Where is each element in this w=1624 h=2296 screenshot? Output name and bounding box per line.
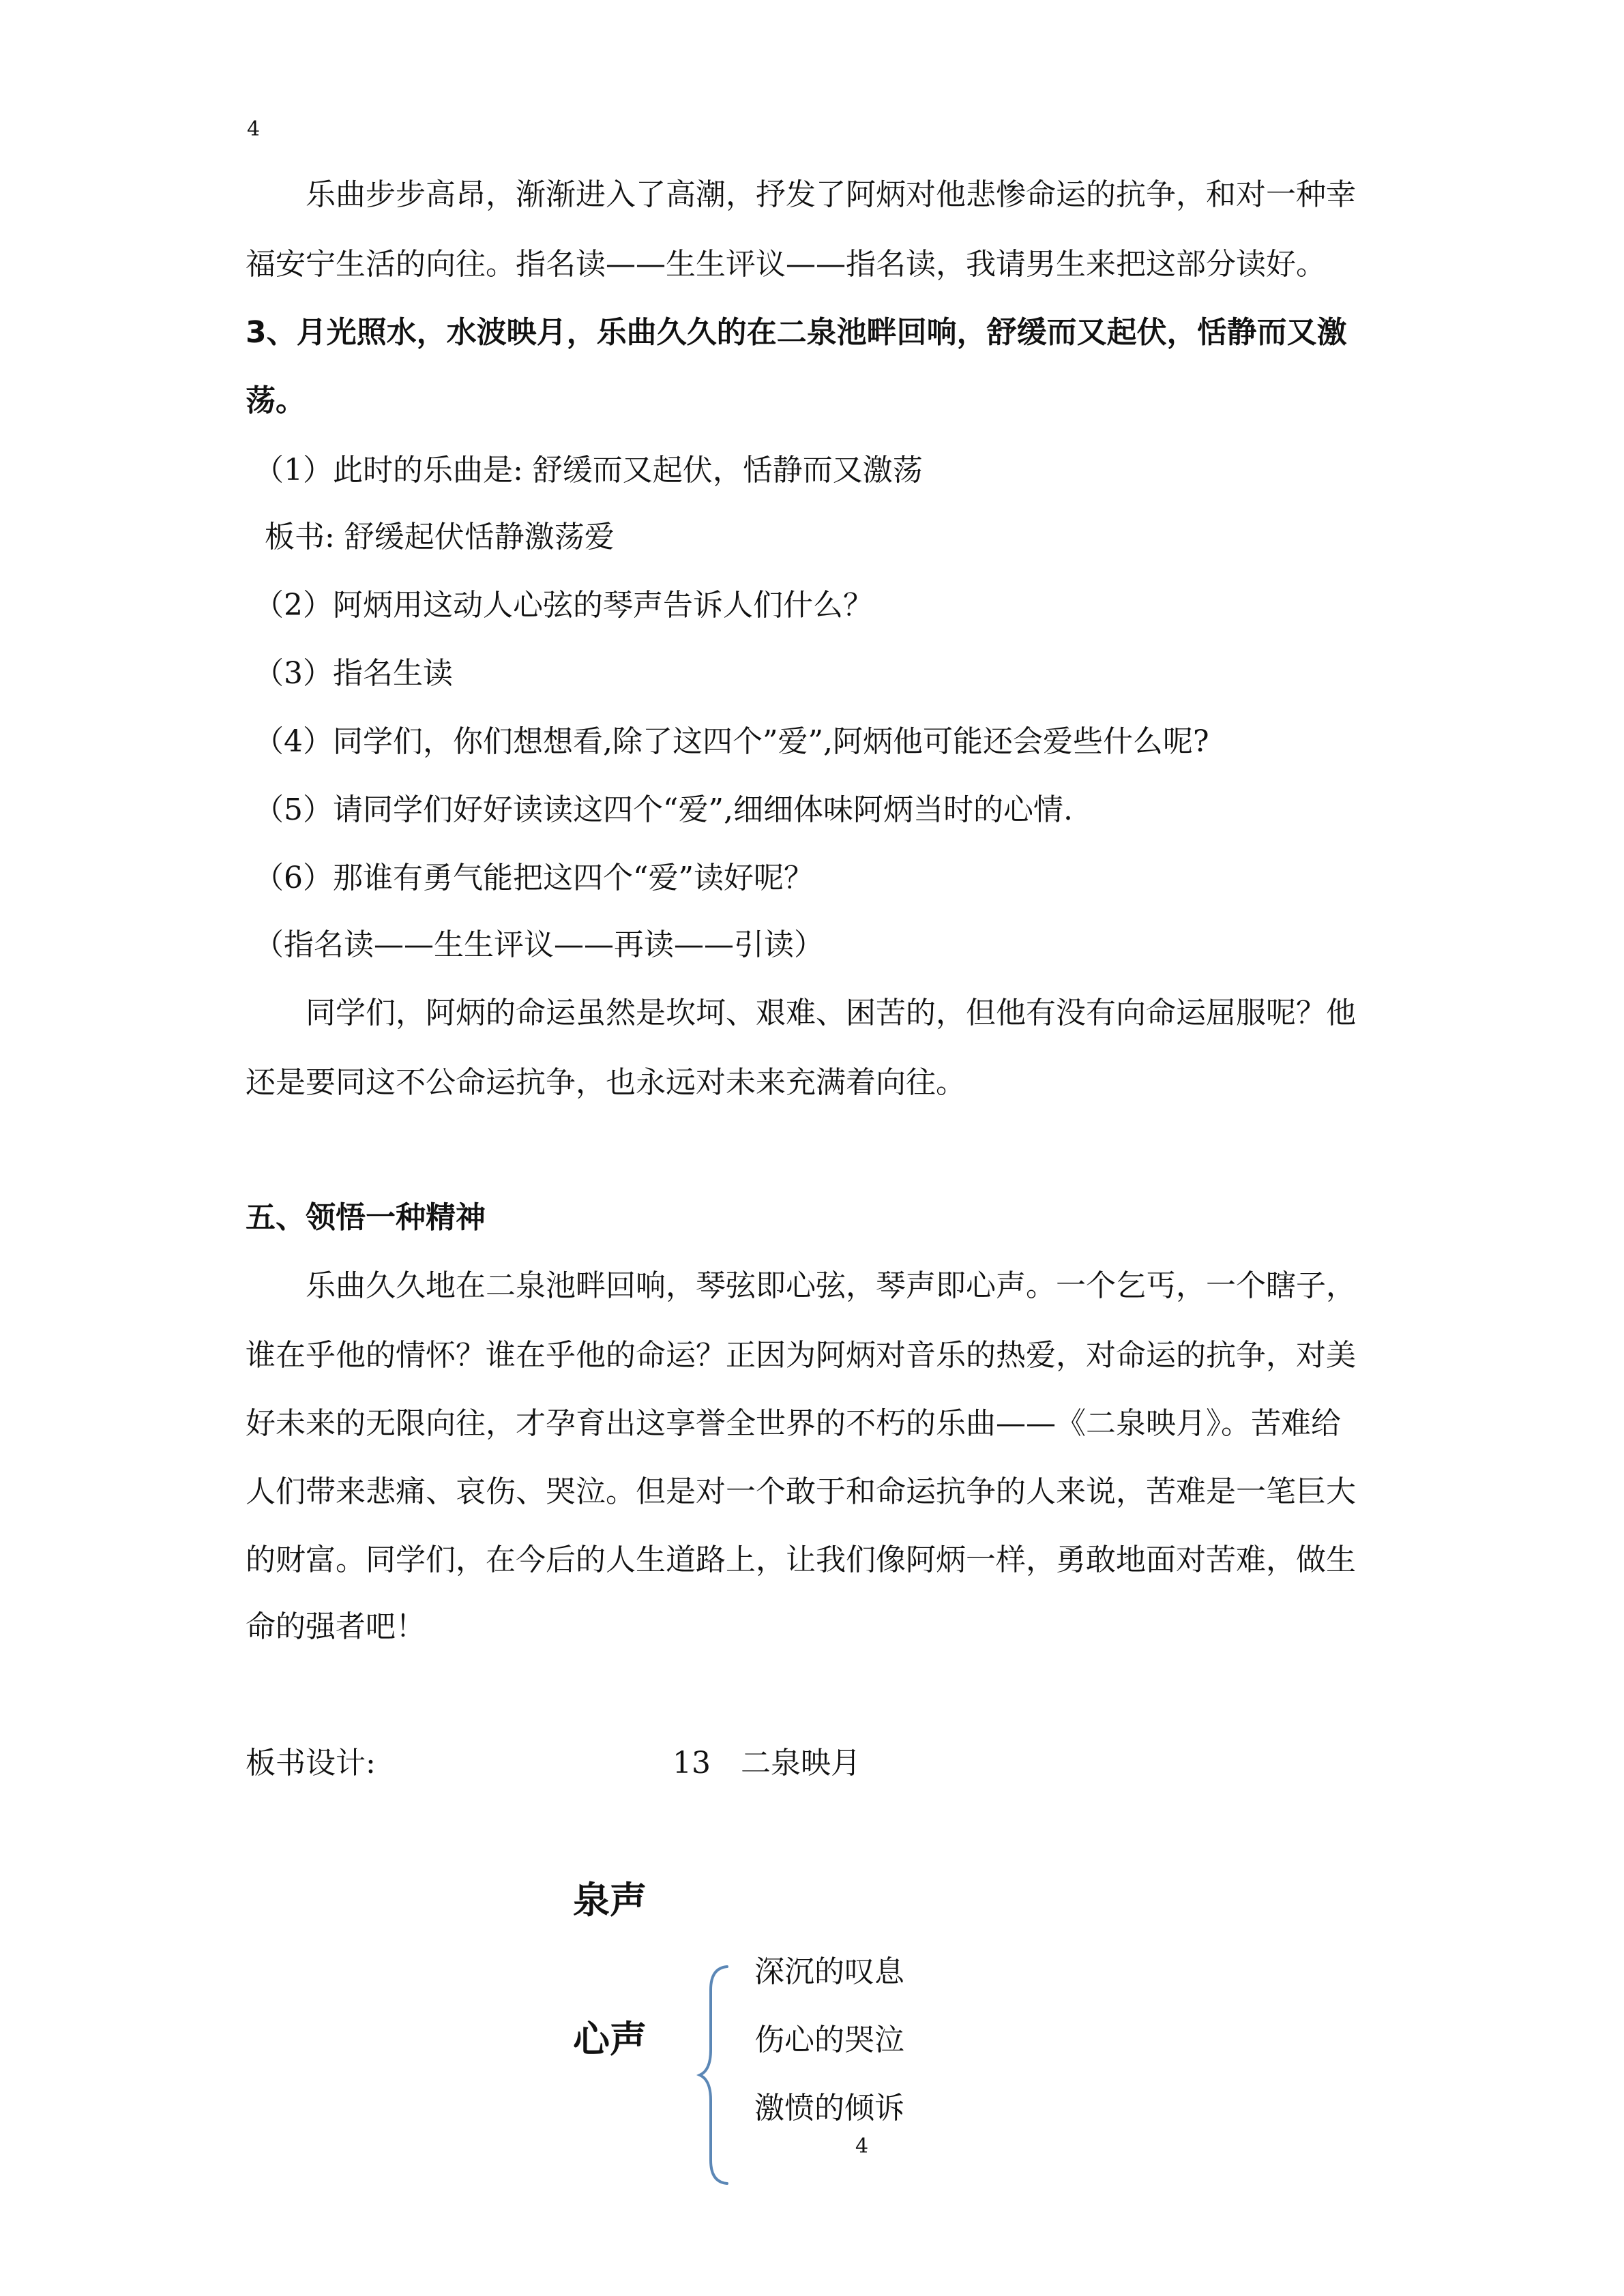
section-heading-3: 3、月光照水，水波映月，乐曲久久的在二泉池畔回响，舒缓而又起伏，恬静而又激 — [246, 315, 1347, 350]
board-quansheng: 泉声 — [573, 1879, 647, 1922]
list-item: （指名读——生生评议——再读——引读） — [254, 927, 824, 962]
list-item: （4）同学们，你们想想看,除了这四个”爱”,阿炳他可能还会爱些什么呢? — [254, 724, 1209, 759]
paragraph-line: 乐曲步步高昂，渐渐进入了高潮，抒发了阿炳对他悲惨命运的抗争，和对一种幸 — [306, 177, 1356, 212]
section-heading-5: 五、领悟一种精神 — [246, 1200, 486, 1235]
board-item: 伤心的哭泣 — [754, 2023, 904, 2057]
board-note: 板书: 舒缓起伏恬静激荡爱 — [265, 520, 615, 554]
section-heading-3-cont: 荡。 — [246, 383, 306, 418]
list-item: （6）那谁有勇气能把这四个“爱”读好呢？ — [254, 861, 814, 895]
paragraph-line: 还是要同这不公命运抗争，也永远对未来充满着向往。 — [246, 1065, 966, 1100]
paragraph-line: 的财富。同学们，在今后的人生道路上，让我们像阿炳一样，勇敢地面对苦难，做生 — [246, 1542, 1356, 1577]
paragraph-line: 人们带来悲痛、哀伤、哭泣。但是对一个敢于和命运抗争的人来说，苦难是一笔巨大 — [246, 1474, 1356, 1509]
paragraph-line: 命的强者吧！ — [246, 1609, 426, 1644]
curly-brace-icon — [693, 1963, 734, 2188]
list-item: （5）请同学们好好读读这四个“爱”,细细体味阿炳当时的心情. — [254, 792, 1073, 827]
paragraph-line: 福安宁生活的向往。指名读——生生评议——指名读，我请男生来把这部分读好。 — [246, 247, 1326, 282]
paragraph-line: 好未来的无限向往，才孕育出这享誉全世界的不朽的乐曲——《二泉映月》。苦难给 — [246, 1406, 1341, 1441]
paragraph-line: 同学们，阿炳的命运虽然是坎坷、艰难、困苦的，但他有没有向命运屈服呢？他 — [306, 996, 1356, 1030]
list-item: （3）指名生读 — [254, 656, 453, 691]
list-item: （2）阿炳用这动人心弦的琴声告诉人们什么？ — [254, 588, 873, 623]
page-number-top: 4 — [247, 117, 261, 141]
list-item: （1）此时的乐曲是: 舒缓而又起伏，恬静而又激荡 — [254, 453, 923, 488]
board-item: 激愤的倾诉 — [754, 2091, 904, 2126]
page-number-bottom: 4 — [855, 2134, 869, 2158]
paragraph-line: 谁在乎他的情怀？谁在乎他的命运？正因为阿炳对音乐的热爱，对命运的抗争，对美 — [246, 1338, 1356, 1373]
board-design-label: 板书设计: — [246, 1746, 376, 1780]
board-design-title: 13 二泉映月 — [673, 1746, 861, 1780]
paragraph-line: 乐曲久久地在二泉池畔回响，琴弦即心弦，琴声即心声。一个乞丐，一个瞎子， — [306, 1268, 1356, 1303]
board-item: 深沉的叹息 — [754, 1954, 904, 1989]
board-xinsheng: 心声 — [573, 2018, 647, 2061]
